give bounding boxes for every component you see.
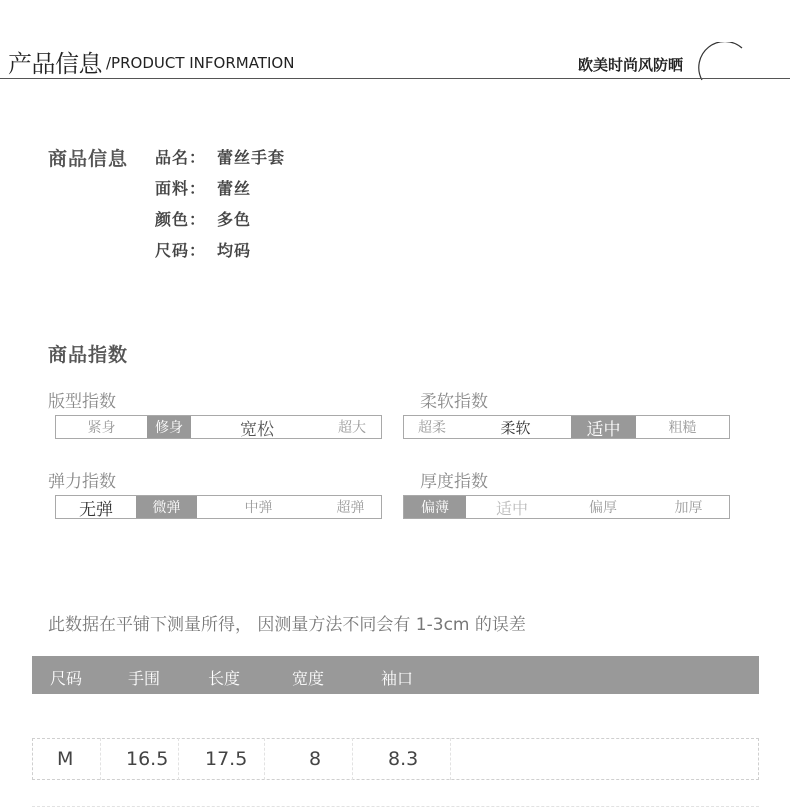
info-value: 蕾丝: [217, 179, 252, 198]
table-cell: 16.5: [126, 748, 169, 770]
page-title: 产品信息: [8, 50, 102, 78]
column-divider: [450, 738, 451, 780]
page-subtitle: /PRODUCT INFORMATION: [106, 54, 295, 72]
table-header-cell: 尺码: [50, 669, 83, 688]
scale-option: 偏厚: [589, 500, 617, 516]
info-key: 尺码：: [155, 241, 207, 260]
scale-option: 柔软: [500, 418, 531, 437]
column-divider: [352, 738, 353, 780]
elasticity-index-label: 弹力指数: [48, 472, 116, 492]
table-header-cell: 袖口: [381, 669, 414, 688]
scale-option: 粗糙: [668, 420, 697, 436]
scale-option-selected: 适中: [571, 416, 636, 438]
scale-option: 超柔: [418, 420, 446, 436]
elasticity-index-scale: [55, 495, 382, 519]
column-divider: [100, 738, 101, 780]
info-key: 面料：: [155, 179, 207, 198]
table-cell: M: [57, 748, 74, 770]
table-cell: 8.3: [388, 748, 419, 770]
info-value: 蕾丝手套: [217, 148, 286, 167]
table-cell: 17.5: [205, 748, 248, 770]
softness-index-label: 柔软指数: [420, 392, 488, 412]
scale-option-selected: 偏薄: [404, 496, 466, 518]
softness-index-scale: [403, 415, 730, 439]
table-cell: 8: [309, 748, 322, 770]
arc-decoration-icon: [698, 42, 758, 82]
column-divider: [264, 738, 265, 780]
table-bottom-divider: [32, 806, 759, 807]
table-header-cell: 宽度: [292, 669, 325, 688]
scale-option: 宽松: [240, 419, 274, 440]
measurement-note: 此数据在平铺下测量所得， 因测量方法不同会有 1-3cm 的误差: [48, 615, 526, 635]
table-header-cell: 长度: [208, 669, 241, 688]
scale-option-selected: 修身: [147, 416, 191, 438]
product-info-heading: 商品信息: [48, 148, 129, 170]
fit-index-label: 版型指数: [48, 392, 116, 412]
info-value: 多色: [217, 210, 252, 229]
scale-option: 超大: [338, 420, 366, 436]
info-row-color: [155, 207, 251, 230]
info-key: 颜色：: [155, 210, 207, 229]
info-value: 均码: [217, 241, 252, 260]
header-divider: [0, 78, 790, 79]
thickness-index-label: 厚度指数: [420, 472, 488, 492]
column-divider: [178, 738, 179, 780]
table-header-cell: 手围: [128, 669, 161, 688]
info-row-size: [155, 238, 251, 261]
thickness-index-scale: [403, 495, 730, 519]
scale-option: 紧身: [87, 420, 116, 436]
info-key: 品名：: [155, 148, 207, 167]
info-row-fabric: [155, 176, 251, 199]
scale-option: 无弹: [79, 499, 113, 520]
fit-index-scale: [55, 415, 382, 439]
scale-option: 超弹: [336, 500, 365, 516]
scale-option-selected: 微弹: [136, 496, 197, 518]
header-tagline: 欧美时尚风防晒: [578, 56, 684, 74]
info-row-name: [155, 145, 285, 168]
scale-option: 适中: [495, 498, 528, 518]
product-index-heading: 商品指数: [48, 344, 129, 366]
scale-option: 中弹: [244, 500, 273, 516]
scale-option: 加厚: [674, 500, 703, 516]
